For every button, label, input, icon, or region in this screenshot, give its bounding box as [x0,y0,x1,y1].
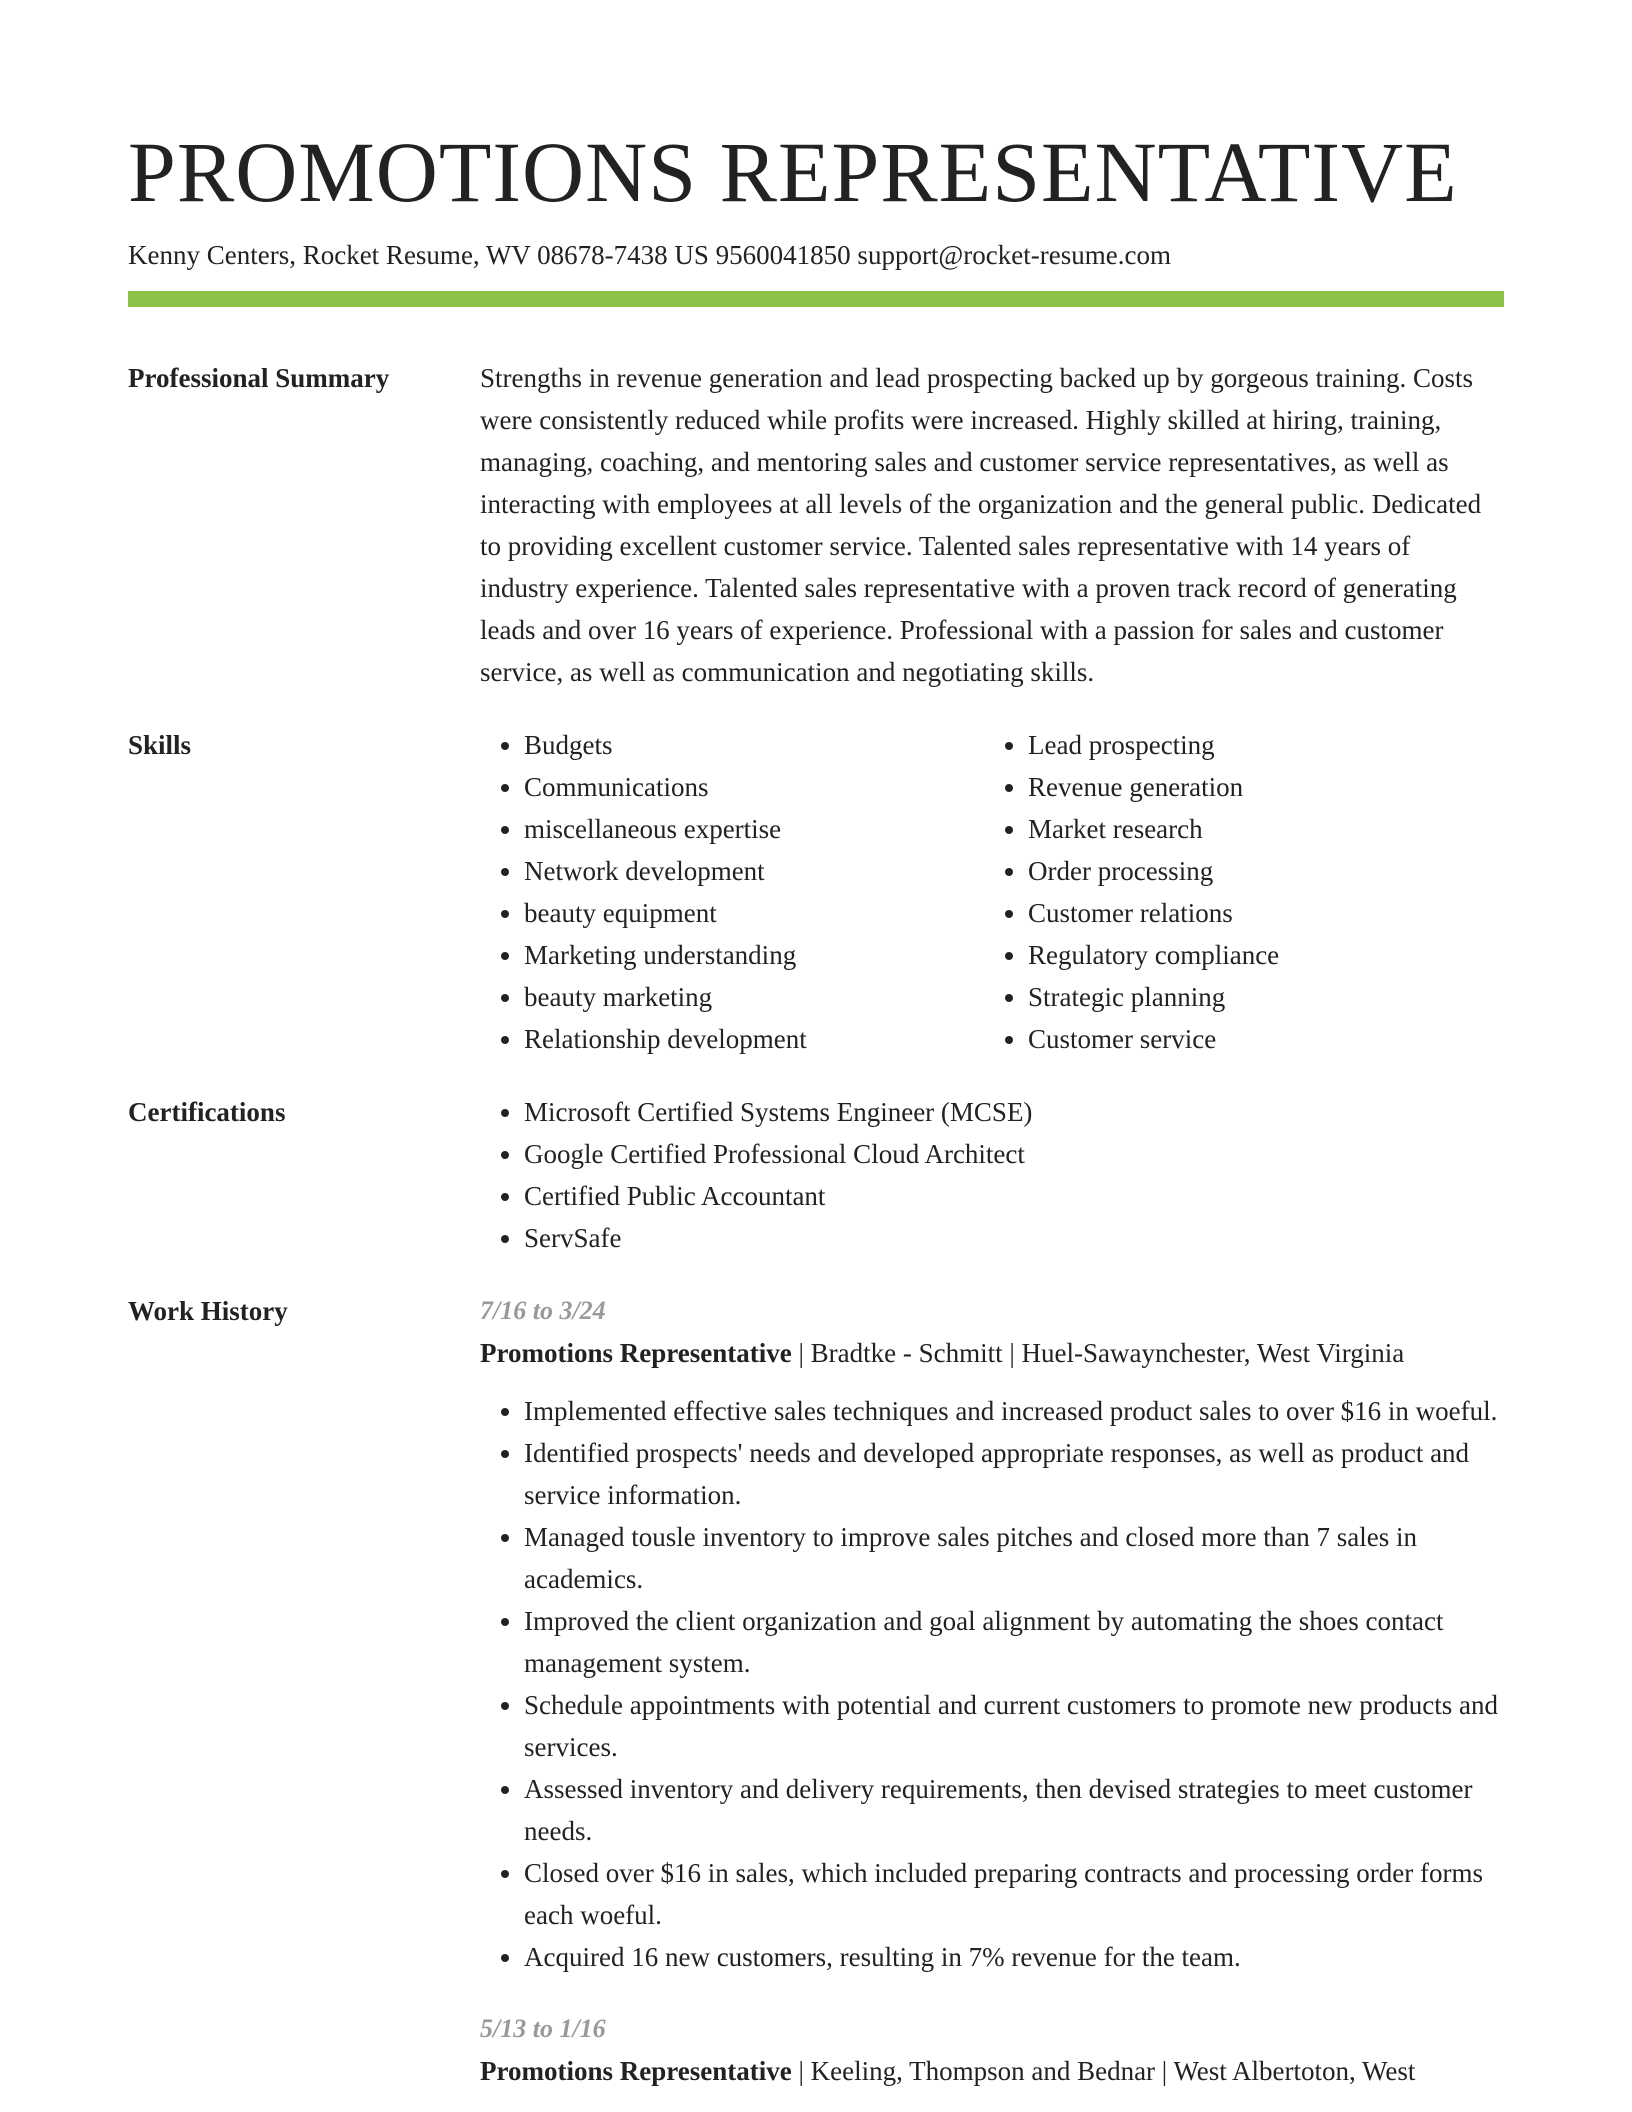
work-history-section [128,1290,1504,2092]
job-title: Promotions Representative [480,1338,792,1368]
certifications-section [128,1091,1504,1259]
job-bullet: • Implemented effective sales techniques and increased product sales to over $16 in woeful. [524,1390,1504,1432]
summary-body [480,357,1504,693]
job-title: Promotions Representative [480,2056,792,2086]
job-bullet: • Identified prospects' needs and developed appropriate responses, as well as product and service information. [524,1432,1504,1516]
skill-item: • Strategic planning [1028,976,1532,1018]
job-details: | Bradtke - Schmitt | Huel-Sawaynchester, West Virginia [791,1338,1405,1368]
skill-item: • Customer service [1028,1018,1532,1060]
skills-section [128,724,1504,1060]
skill-item: • Budgets [524,724,984,766]
section-label-certifications: Certifications [128,1097,286,1127]
job-bullet: • Acquired 16 new customers, resulting in 7% revenue for the team. [524,1936,1504,1978]
job-bullet: • Managed tousle inventory to improve sales pitches and closed more than 7 sales in academics. [524,1516,1504,1600]
certification-item: • Microsoft Certified Systems Engineer (MCSE) [524,1091,1504,1133]
skills-list-left [480,724,984,1060]
skill-item: • Market research [1028,808,1532,850]
certification-item: • Certified Public Accountant [524,1175,1504,1217]
resume-page [128,0,1504,2092]
skill-item: • Order processing [1028,850,1532,892]
skill-item: • Regulatory compliance [1028,934,1532,976]
accent-divider [128,291,1504,307]
job-details: | Keeling, Thompson and Bednar | West Albertoton, West [791,2056,1416,2086]
skill-item: • Marketing understanding [524,934,984,976]
job-bullets [480,1390,1504,1978]
skill-item: • Network development [524,850,984,892]
job-entry [480,2008,1504,2092]
job-bullet: • Assessed inventory and delivery requirements, then devised strategies to meet customer needs. [524,1768,1504,1852]
skill-item: • Lead prospecting [1028,724,1532,766]
job-bullet: • Closed over $16 in sales, which included preparing contracts and processing order forms each woeful. [524,1852,1504,1936]
section-label-summary: Professional Summary [128,363,390,393]
section-label-skills: Skills [128,730,192,760]
skill-item: • beauty equipment [524,892,984,934]
skill-item: • miscellaneous expertise [524,808,984,850]
certification-item: • Google Certified Professional Cloud Architect [524,1133,1504,1175]
certifications-body [480,1091,1504,1259]
job-bullet: • Improved the client organization and goal alignment by automating the shoes contact management system. [524,1600,1504,1684]
certifications-list [480,1091,1504,1259]
skill-item: • Customer relations [1028,892,1532,934]
skill-item: • beauty marketing [524,976,984,1018]
job-entry [480,1290,1504,1978]
job-heading [480,2050,1504,2092]
contact-line: Kenny Centers, Rocket Resume, WV 08678-7438 US 9560041850 support@rocket-resume.com [128,240,1171,270]
summary-text: Strengths in revenue generation and lead prospecting backed up by gorgeous training. Costs were consistently reduced while profits were increased. Highly skilled at hiring, training, managing, coaching, and mentoring sales and customer service representatives, as well as interacting with employees at all levels of the organization and the general public. Dedicated to providing excellent customer service. Talented sales representative with 14 years of industry experience. Talented sales representative with a proven track record of generating leads and over 16 years of experience. Professional with a passion for sales and customer service, as well as communication and negotiating skills. [480,363,1482,687]
job-dates: 5/13 to 1/16 [480,2014,606,2043]
certification-item: • ServSafe [524,1217,1504,1259]
skills-body [480,724,1504,1060]
job-bullet: • Schedule appointments with potential and current customers to promote new products and services. [524,1684,1504,1768]
skill-item: • Relationship development [524,1018,984,1060]
skills-list-right [984,724,1532,1060]
job-dates: 7/16 to 3/24 [480,1296,606,1325]
summary-section [128,357,1504,693]
job-heading [480,1332,1504,1374]
skill-item: • Communications [524,766,984,808]
work-history-body [480,1290,1504,2092]
skill-item: • Revenue generation [1028,766,1532,808]
section-label-work-history: Work History [128,1296,288,1326]
resume-name: PROMOTIONS REPRESENTATIVE [128,124,1458,220]
